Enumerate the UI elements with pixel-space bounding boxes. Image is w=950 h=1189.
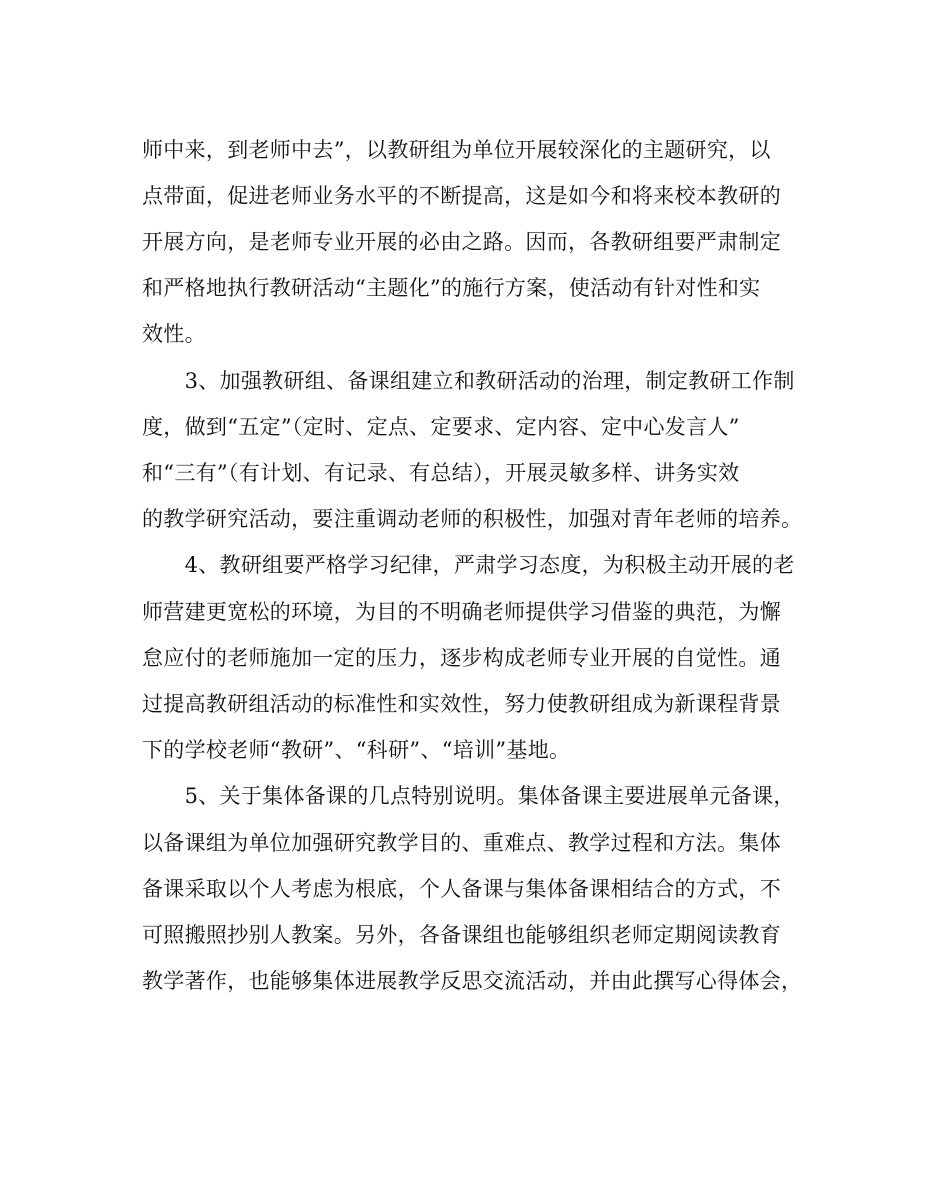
text-line: 备课采取以个人考虑为根底，个人备课与集体备课相结合的方式，不 bbox=[142, 877, 781, 901]
text-line: 点带面，促进老师业务水平的不断提高，这是如今和将来校本教研的 bbox=[142, 184, 781, 208]
text-line: 的教学研究活动，要注重调动老师的积极性，加强对青年老师的培养。 bbox=[142, 507, 803, 531]
text-line: 和严格地执行教研活动“主题化”的施行方案，使活动有针对性和实 bbox=[142, 276, 761, 300]
text-line: 可照搬照抄别人教案。另外，各备课组也能够组织老师定期阅读教育 bbox=[142, 923, 781, 947]
text-line: 效性。 bbox=[142, 322, 206, 346]
text-line: 教学著作，也能够集体进展教学反思交流活动，并由此撰写心得体会， bbox=[142, 969, 803, 993]
text-line: 开展方向，是老师专业开展的必由之路。因而，各教研组要严肃制定 bbox=[142, 230, 781, 254]
text-line: 师中来，到老师中去”，以教研组为单位开展较深化的主题研究，以 bbox=[142, 138, 771, 162]
text-line: 度，做到“五定”（定时、定点、定要求、定内容、定中心发言人” bbox=[142, 415, 740, 439]
text-line: 师营建更宽松的环境，为目的不明确老师提供学习借鉴的典范，为懈 bbox=[142, 600, 781, 624]
text-line: 怠应付的老师施加一定的压力，逐步构成老师专业开展的自觉性。通 bbox=[142, 646, 781, 670]
text-line: 以备课组为单位加强研究教学目的、重难点、教学过程和方法。集体 bbox=[142, 831, 781, 855]
paragraph-4-line: 4、教研组要严格学习纪律，严肃学习态度，为积极主动开展的老 bbox=[142, 553, 795, 577]
paragraph-3-line: 3、加强教研组、备课组建立和教研活动的治理，制定教研工作制 bbox=[142, 369, 795, 393]
paragraph-5-line: 5、关于集体备课的几点特别说明。集体备课主要进展单元备课， bbox=[142, 784, 795, 808]
text-line: 过提高教研组活动的标准性和实效性，努力使教研组成为新课程背景 bbox=[142, 692, 781, 716]
text-line: 和“三有”（有计划、有记录、有总结），开展灵敏多样、讲务实效 bbox=[142, 461, 740, 485]
text-line: 下的学校老师“教研”、“科研”、“培训”基地。 bbox=[142, 738, 571, 762]
